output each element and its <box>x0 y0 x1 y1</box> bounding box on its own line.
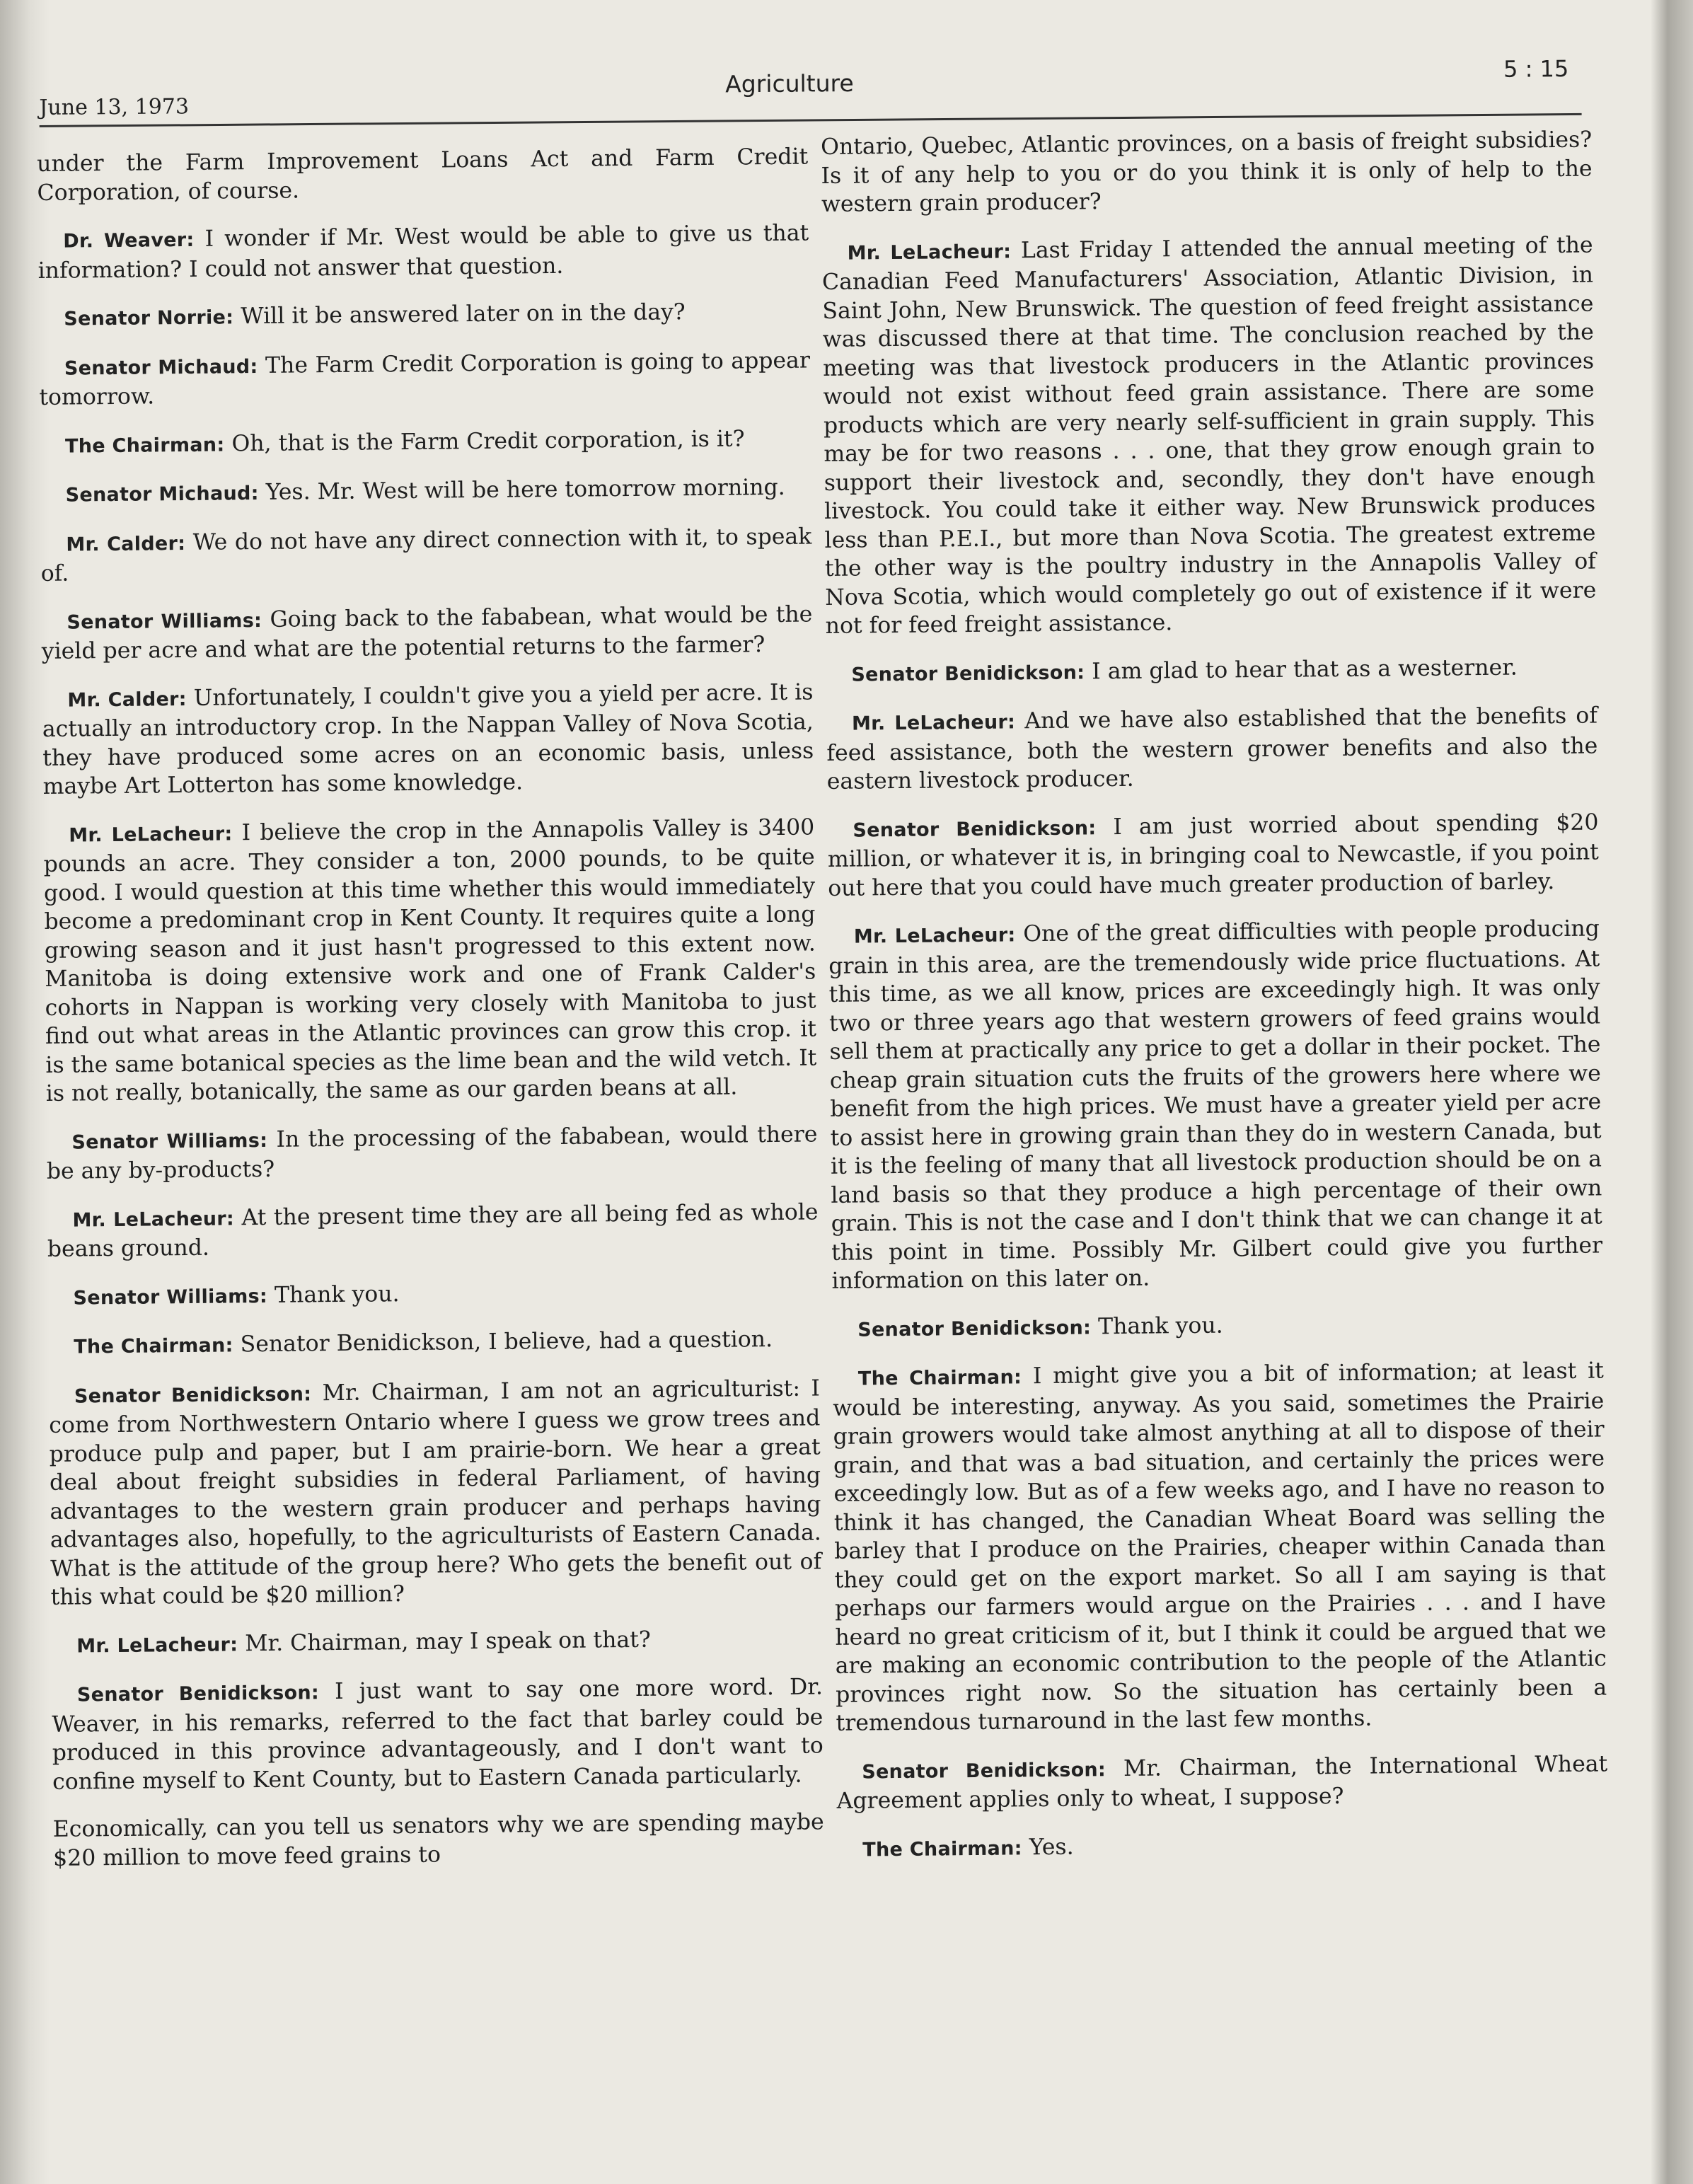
transcript-paragraph <box>38 297 809 335</box>
speech-text: The Farm Credit Corporation is going to appear tomorrow. <box>39 347 811 410</box>
transcript-paragraph <box>49 1374 822 1612</box>
transcript-paragraph <box>48 1324 819 1362</box>
speaker-name: Senator Michaud: <box>65 483 259 507</box>
transcript-paragraph <box>43 813 817 1108</box>
transcript-paragraph <box>52 1672 824 1796</box>
speaker-name: Mr. LeLacheur: <box>72 1207 235 1232</box>
speech-text: under the Farm Improvement Loans Act and Farm Credit Corporation, of course. <box>37 144 809 206</box>
speech-text: At the present time they are all being fed as whole beans ground. <box>47 1198 819 1262</box>
speaker-name: Senator Williams: <box>73 1285 268 1310</box>
transcript-paragraph <box>826 652 1597 690</box>
speaker-name: Senator Benidickson: <box>851 661 1085 686</box>
transcript-paragraph <box>837 1827 1608 1865</box>
speech-text: One of the great difficulties with people producing grain in this area, are the tremendously wide price fluctuations. At this time, as we all know, prices are exceedingly high. It was only two or three years ago that western growers of feed grains would sell them at practically any price to get a dollar in their pocket. The cheap grain situation cuts the fruits of the growers here where we benefit from the high prices. We must have a greater yield per acre to assist here in growing grain than they do in western Canada, but it is the feeling of many that all livestock production should be on a land basis so that they produce a high percentage of their own grain. This is not the case and I don't think that we can change it at this point in time. Possibly Mr. Gilbert could give you further information on this later on. <box>828 915 1603 1294</box>
transcript-paragraph <box>41 600 813 666</box>
speaker-name: Dr. Weaver: <box>63 229 195 253</box>
transcript-paragraph <box>832 1307 1603 1345</box>
speaker-name: Mr. LeLacheur: <box>76 1633 238 1658</box>
header-rule <box>40 113 1582 127</box>
speech-text: Oh, that is the Farm Credit corporation, is it? <box>231 425 745 456</box>
transcript-paragraph <box>827 808 1599 903</box>
speaker-name: Senator Benidickson: <box>857 1316 1092 1341</box>
transcript-paragraph <box>39 346 811 412</box>
speech-text: I wonder if Mr. West would be able to give us that information? I could not answer that question. <box>37 220 809 284</box>
transcript-paragraph <box>828 914 1603 1295</box>
speech-text: I am just worried about spending $20 million, or whatever it is, in bringing coal to Newcastle, if you point out here that you could have much greater production of barley. <box>827 809 1599 901</box>
speech-text: We do not have any direct connection with it, to speak of. <box>40 524 812 587</box>
speaker-name: The Chairman: <box>74 1334 233 1358</box>
transcript-paragraph <box>37 143 809 207</box>
speech-text: Last Friday I attended the annual meeting of the Canadian Feed Manufacturers' Association, Atlantic Division, in Saint John, New Brunswick. The question of feed freight assistance was discussed there at that time. The conclusion reached by the meeting was that livestock producers in the Atlantic provinces would not exist without feed grain assistance. There are some products which are very nearly self-sufficient in grain supply. This may be for two reasons . . . one, that they grow enough grain to support their livestock and, secondly, they don't have enough livestock. You could take it either way. New Brunswick produces less than P.E.I., but more than Nova Scotia. The greatest extreme the other way is the poultry industry in the Annapolis Valley of Nova Scotia, which would completely go out of existence if it were not for feed freight assistance. <box>821 232 1597 639</box>
speaker-name: Mr. Calder: <box>66 532 186 556</box>
speaker-name: Mr. Calder: <box>67 688 187 712</box>
speaker-name: The Chairman: <box>862 1837 1022 1861</box>
transcript-paragraph <box>40 522 812 588</box>
speech-text: Mr. Chairman, the International Wheat Agreement applies only to wheat, I suppose? <box>836 1750 1608 1814</box>
speech-text: Yes. Mr. West will be here tomorrow morning. <box>265 474 785 505</box>
header-title: Agriculture <box>725 69 854 98</box>
transcript-paragraph <box>47 1198 819 1264</box>
speech-text: Thank you. <box>1097 1312 1223 1339</box>
speaker-name: Senator Norrie: <box>64 306 234 330</box>
speech-text: Unfortunately, I couldn't give you a yield per acre. It is actually an introductory crop. In the Nappan Valley of Nova Scotia, they have produced some acres on an economic basis, unless maybe Art Lotterton has some knowledge. <box>42 679 814 799</box>
speech-text: Economically, can you tell us senators why we are spending maybe $20 million to move feed grains to <box>52 1809 824 1871</box>
transcript-paragraph <box>40 473 811 511</box>
transcript-paragraph <box>821 126 1593 219</box>
speech-text: Mr. Chairman, I am not an agriculturist: I come from Northwestern Ontario where I guess we grow trees and produce pulp and paper, but I am prairie-born. We hear a great deal about freight subsidies in federal Parliament, of having advantages to the western grain producer and perhaps having advantages also, hopefully, to the agriculturists of Eastern Canada. What is the attitude of the group here? Who gets the benefit out of this what could be $20 million? <box>49 1375 822 1610</box>
transcript-paragraph <box>42 678 814 801</box>
speech-text: I believe the crop in the Annapolis Valley is 3400 pounds an acre. They consider a ton, 2000 pounds, to be quite good. I would question at this time whether this would immediately become a predominant crop in Kent County. It requires quite a long growing season and it just hasn't progressed to this extent now. Manitoba is doing extensive work and one of Frank Calder's cohorts in Nappan is working very closely with Manitoba to just find out what areas in the Atlantic provinces can grow this crop. it is the same botanical species as the lime bean and the wild vetch. It is not really, botanically, the same as our garden beans at all. <box>43 814 817 1107</box>
transcript-paragraph <box>40 424 811 461</box>
speaker-name: Mr. LeLacheur: <box>853 924 1016 948</box>
running-header <box>39 55 1575 124</box>
speaker-name: Mr. LeLacheur: <box>851 711 1016 735</box>
transcript-paragraph <box>47 1276 819 1313</box>
page-number: 5 : 15 <box>1503 55 1569 83</box>
page-edge <box>1651 0 1693 2184</box>
transcript-paragraph <box>821 231 1596 640</box>
speech-text: Mr. Chairman, may I speak on that? <box>245 1627 651 1656</box>
speech-text: Senator Benidickson, I believe, had a question. <box>240 1327 773 1358</box>
speech-text: And we have also established that the benefits of feed assistance, both the western grower benefits and also the eastern livestock producer. <box>826 703 1598 795</box>
speech-text: I just want to say one more word. Dr. Weaver, in his remarks, referred to the fact that barley could be produced in this province advantageously, and I don't want to confine myself to Kent County, but to Eastern Canada particularly. <box>52 1674 824 1795</box>
transcript-paragraph <box>833 1356 1607 1738</box>
speech-text: Thank you. <box>274 1281 400 1308</box>
speaker-name: Senator Benidickson: <box>74 1382 312 1408</box>
transcript-paragraph <box>46 1120 818 1186</box>
speaker-name: The Chairman: <box>64 433 225 458</box>
speech-text: I might give you a bit of information; at least it would be interesting, anyway. As you said, sometimes the Prairie grain growers would take almost anything at all to dispose of their grain, and that was a bad situation, and certainly the prices were exceedingly low. But as of a few weeks ago, and I have no reason to think it has changed, the Canadian Wheat Board was selling the barley that I produce on the Prairies, cheaper within Canada than they could get on the export market. So all I am saying is that perhaps our farmers would argue on the Prairies . . . and I have heard no great criticism of it, but I think it could be argued that we are making an economic contribution to the people of the Atlantic provinces right now. So the situation has certainly been a tremendous turnaround in the last few months. <box>833 1358 1607 1736</box>
transcript-paragraph <box>37 219 809 285</box>
header-date: June 13, 1973 <box>39 94 190 120</box>
speaker-name: Senator Benidickson: <box>862 1758 1106 1784</box>
speech-text: Yes. <box>1029 1834 1074 1860</box>
speech-text: Going back to the fababean, what would be the yield per acre and what are the potential returns to the farmer? <box>41 601 813 664</box>
speech-text: Ontario, Quebec, Atlantic provinces, on a basis of freight subsidies? Is it of any help to you or do you think it is only of help to the western grain producer? <box>821 127 1593 217</box>
speaker-name: Senator Benidickson: <box>76 1682 320 1706</box>
speaker-name: Senator Benidickson: <box>853 816 1097 842</box>
speaker-name: The Chairman: <box>857 1366 1022 1390</box>
transcript-paragraph <box>826 701 1598 796</box>
speaker-name: Senator Williams: <box>71 1129 268 1154</box>
speaker-name: Senator Michaud: <box>64 355 258 380</box>
right-column <box>821 126 1609 1884</box>
transcript-paragraph <box>836 1750 1608 1815</box>
transcript-paragraph <box>53 1808 825 1872</box>
speaker-name: Mr. LeLacheur: <box>847 240 1012 265</box>
speaker-name: Senator Williams: <box>67 609 262 634</box>
speech-text: I am glad to hear that as a westerner. <box>1092 654 1518 684</box>
speech-text: In the processing of the fababean, would there be any by-products? <box>46 1121 818 1184</box>
speech-text: Will it be answered later on in the day? <box>241 299 686 330</box>
left-column <box>37 143 825 1892</box>
transcript-paragraph <box>51 1624 822 1661</box>
speaker-name: Mr. LeLacheur: <box>69 822 233 847</box>
